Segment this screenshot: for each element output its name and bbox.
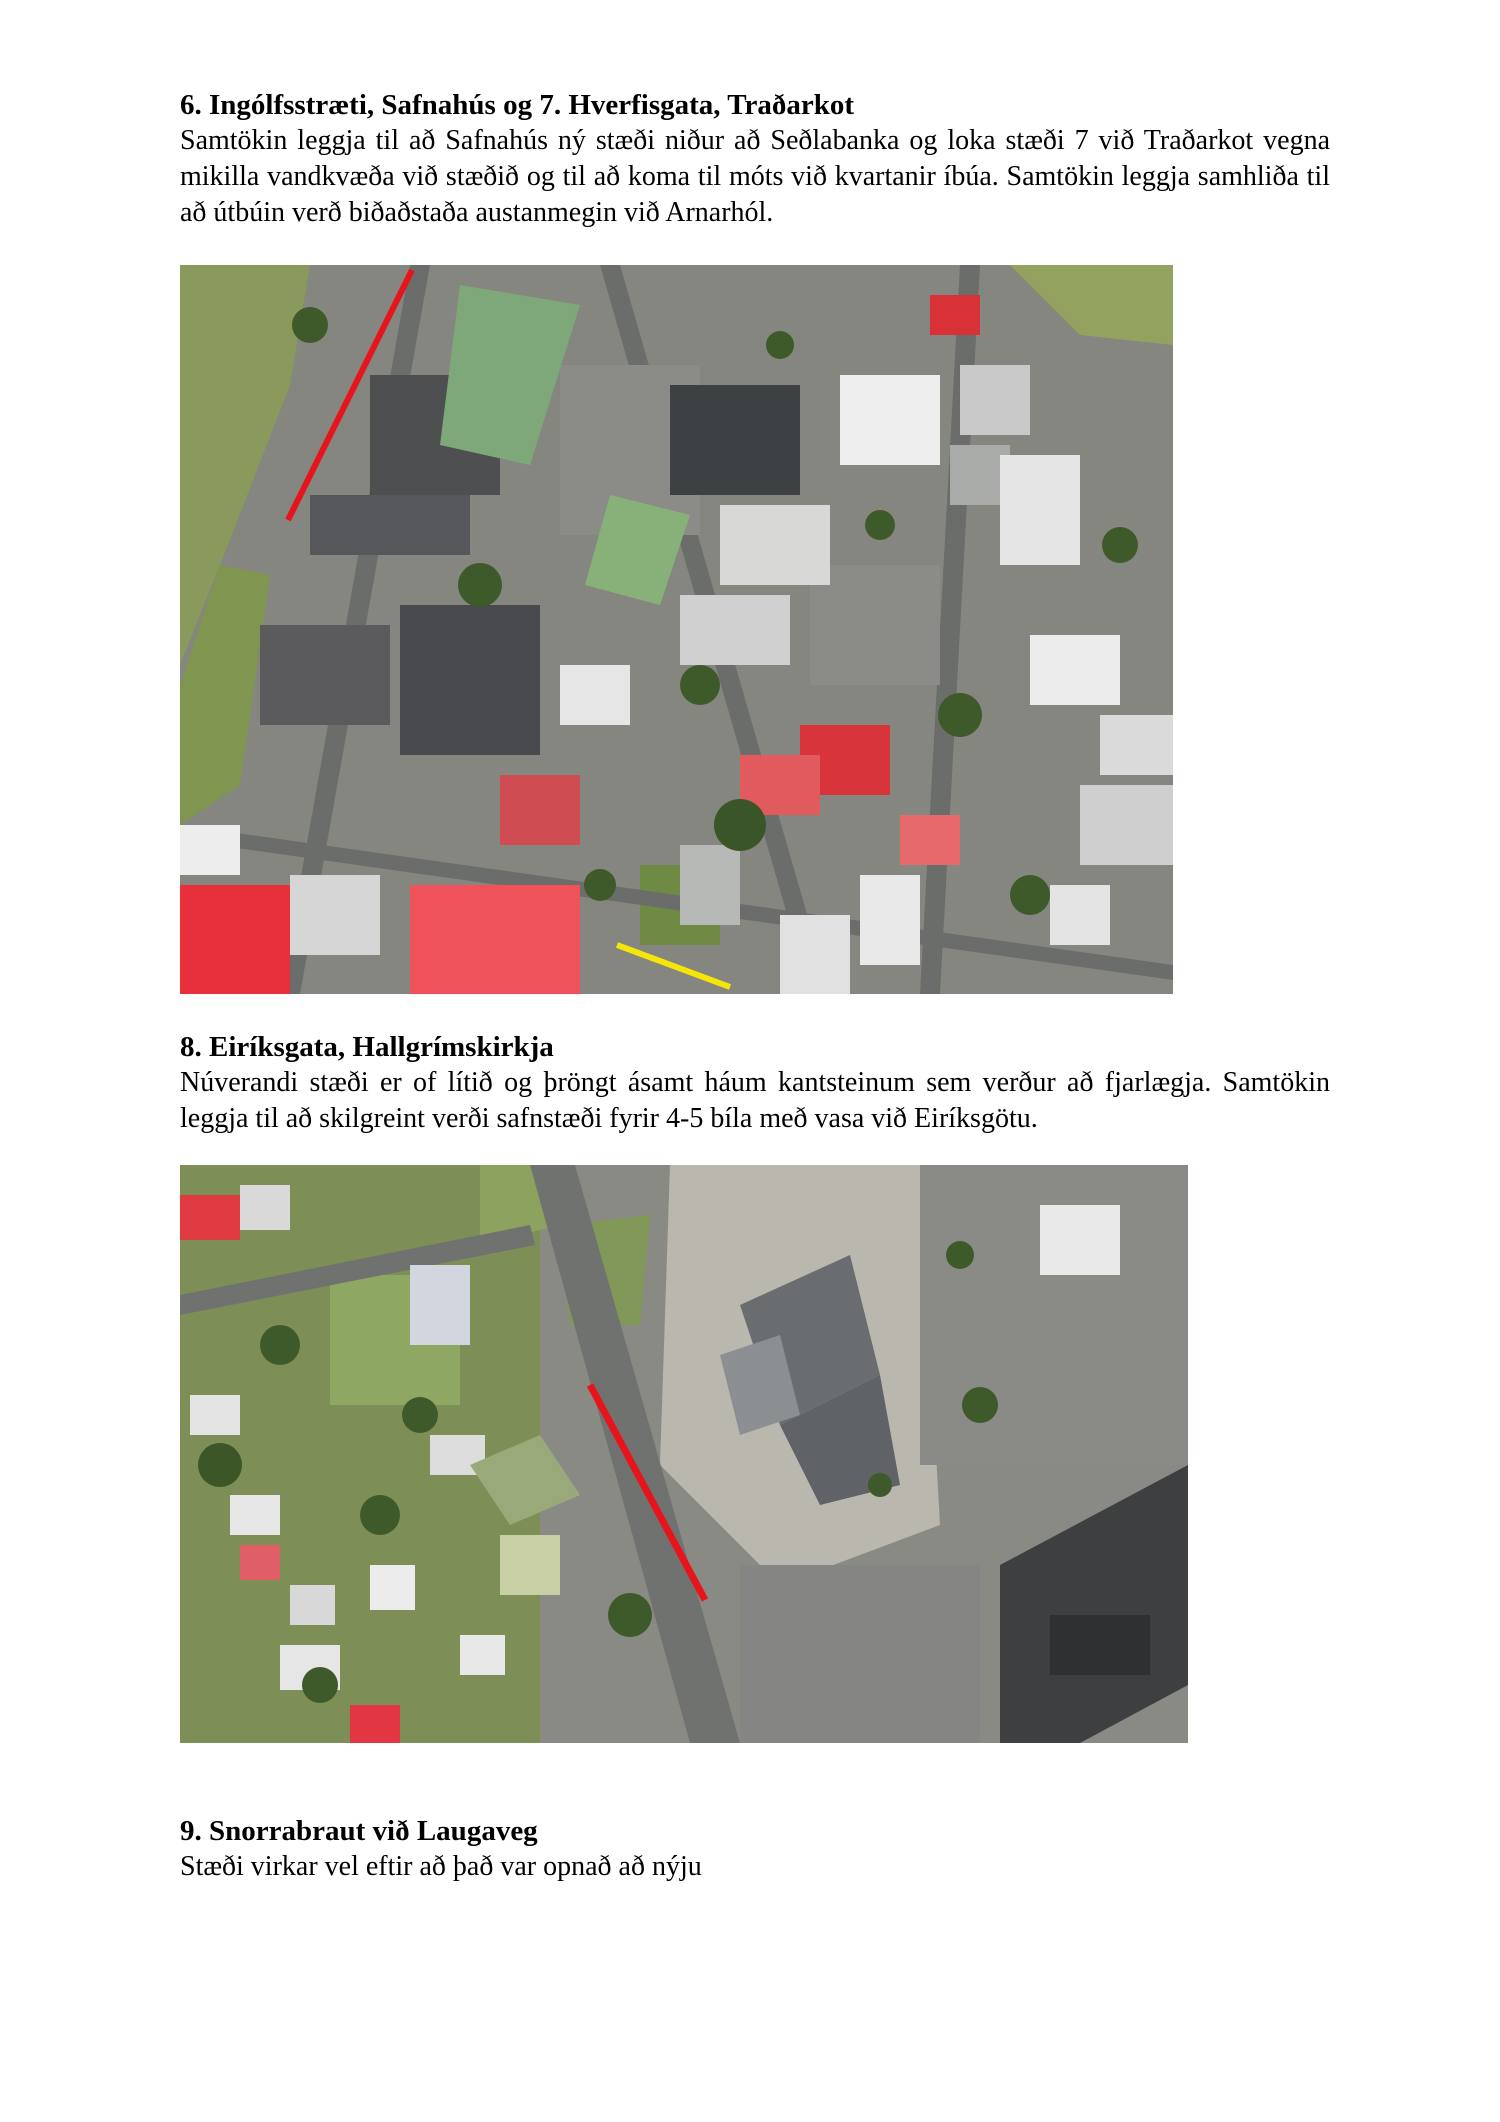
section-body: Samtökin leggja til að Safnahús ný stæði niður að Seðlabanka og loka stæði 7 við Traðarkot vegna mikilla vandkvæða við stæðið og til að koma til móts við kvartanir íbúa. Samtökin leggja samhliða til að útbúin verð biðaðstaða austanmegin við Arnarhól.	[180, 125, 1330, 228]
section-6-7	[180, 88, 1330, 231]
section-9	[180, 1814, 1330, 1885]
section-heading: 6. Ingólfsstræti, Safnahús og 7. Hverfisgata, Traðarkot	[180, 89, 854, 121]
aerial-photo-safnahus	[180, 265, 1173, 994]
section-body: Núverandi stæði er of lítið og þröngt ásamt háum kantsteinum sem verður að fjarlægja. Samtökin leggja til að skilgreint verði safnstæði fyrir 4-5 bíla með vasa við Eiríksgötu.	[180, 1067, 1330, 1134]
section-8	[180, 1030, 1330, 1137]
section-heading: 8. Eiríksgata, Hallgrímskirkja	[180, 1031, 554, 1063]
section-heading: 9. Snorrabraut við Laugaveg	[180, 1815, 538, 1847]
aerial-photo-hallgrimskirkja	[180, 1165, 1188, 1743]
section-body: Stæði virkar vel eftir að það var opnað að nýju	[180, 1851, 702, 1882]
